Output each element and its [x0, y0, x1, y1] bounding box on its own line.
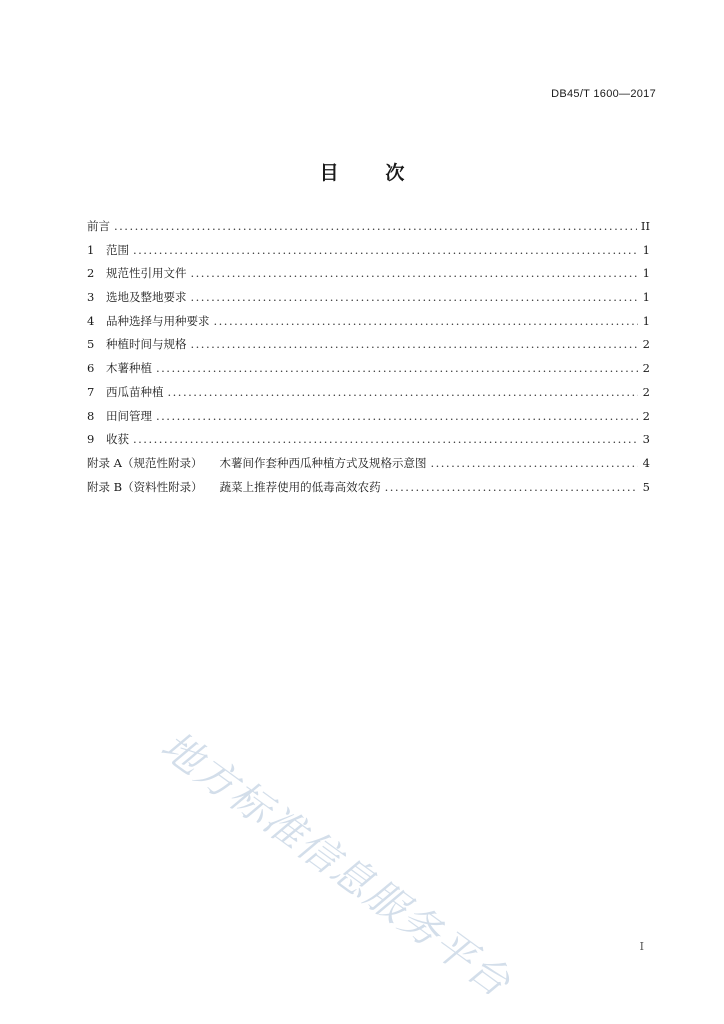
toc-entry-number: 2: [87, 266, 95, 281]
toc-leader-dots: [168, 385, 639, 399]
toc-entry-number: 6: [87, 361, 95, 376]
toc-entry-appendix-a[interactable]: [87, 455, 650, 479]
toc-leader-dots: [214, 314, 639, 328]
toc-entry-label: 田间管理: [106, 408, 152, 423]
toc-entry-label: 种植时间与规格: [106, 337, 187, 352]
toc-entry-number: 1: [87, 242, 95, 257]
toc-entry-foreword[interactable]: [87, 218, 650, 242]
toc-entry-label: 西瓜苗种植: [106, 384, 164, 399]
toc-leader-dots: [430, 456, 638, 470]
toc-entry-2[interactable]: [87, 265, 650, 289]
toc-leader-dots: [156, 361, 638, 375]
appendix-tag: 附录 A（规范性附录）: [87, 455, 203, 470]
toc-entry-page: 1: [642, 290, 650, 305]
standard-number: DB45/T 1600—2017: [551, 88, 656, 100]
toc-entry-3[interactable]: [87, 289, 650, 313]
toc-entry-8[interactable]: [87, 408, 650, 432]
toc-leader-dots: [385, 480, 638, 494]
toc-leader-dots: [133, 432, 638, 446]
toc-entry-9[interactable]: [87, 431, 650, 455]
toc-entry-number: 3: [87, 290, 95, 305]
toc-entry-number: 4: [87, 313, 95, 328]
toc-entry-6[interactable]: [87, 360, 650, 384]
toc-entry-label: 收获: [106, 432, 129, 447]
toc-entry-appendix-b[interactable]: [87, 479, 650, 503]
toc-entry-4[interactable]: [87, 313, 650, 337]
toc-leader-dots: [133, 243, 638, 257]
toc-entry-label: 规范性引用文件: [106, 266, 187, 281]
toc-entry-label: 选地及整地要求: [106, 290, 187, 305]
toc-leader-dots: [191, 337, 639, 351]
toc-leader-dots: [156, 409, 638, 423]
page-title: [0, 158, 724, 185]
toc-entry-page: 3: [642, 432, 650, 447]
toc-entry-page: 2: [642, 361, 650, 376]
toc-entry-label: 木薯间作套种西瓜种植方式及规格示意图: [219, 455, 427, 470]
toc-entry-number: 7: [87, 384, 95, 399]
toc-entry-page: 1: [642, 266, 650, 281]
toc-entry-page: 4: [642, 455, 650, 470]
toc-entry-page: 1: [642, 242, 650, 257]
toc-entry-7[interactable]: [87, 384, 650, 408]
footer-page-number: I: [639, 940, 644, 953]
toc-entry-label: 木薯种植: [106, 361, 152, 376]
toc-leader-dots: [191, 290, 639, 304]
toc-entry-number: 9: [87, 432, 95, 447]
toc-entry-page: 2: [642, 408, 650, 423]
toc-entry-page: 2: [642, 384, 650, 399]
toc-entry-label: 范围: [106, 242, 129, 257]
toc-entry-page: II: [640, 219, 650, 233]
toc-entry-1[interactable]: [87, 242, 650, 266]
toc-entry-5[interactable]: [87, 336, 650, 360]
toc-entry-page: 5: [642, 479, 650, 494]
table-of-contents: [87, 218, 650, 502]
toc-entry-label: 品种选择与用种要求: [106, 313, 210, 328]
toc-leader-dots: [191, 266, 639, 280]
toc-entry-page: 1: [642, 313, 650, 328]
toc-entry-label: 蔬菜上推荐使用的低毒高效农药: [219, 479, 381, 494]
toc-entry-number: 8: [87, 408, 95, 423]
toc-entry-page: 2: [642, 337, 650, 352]
appendix-tag: 附录 B（资料性附录）: [87, 479, 203, 494]
watermark: 地方标准信息服务平台: [152, 722, 520, 1007]
title-char-1: 目: [319, 162, 339, 184]
title-char-2: 次: [385, 162, 405, 184]
toc-entry-label: 前言: [87, 219, 110, 233]
toc-leader-dots: [114, 219, 637, 233]
toc-entry-number: 5: [87, 337, 95, 352]
